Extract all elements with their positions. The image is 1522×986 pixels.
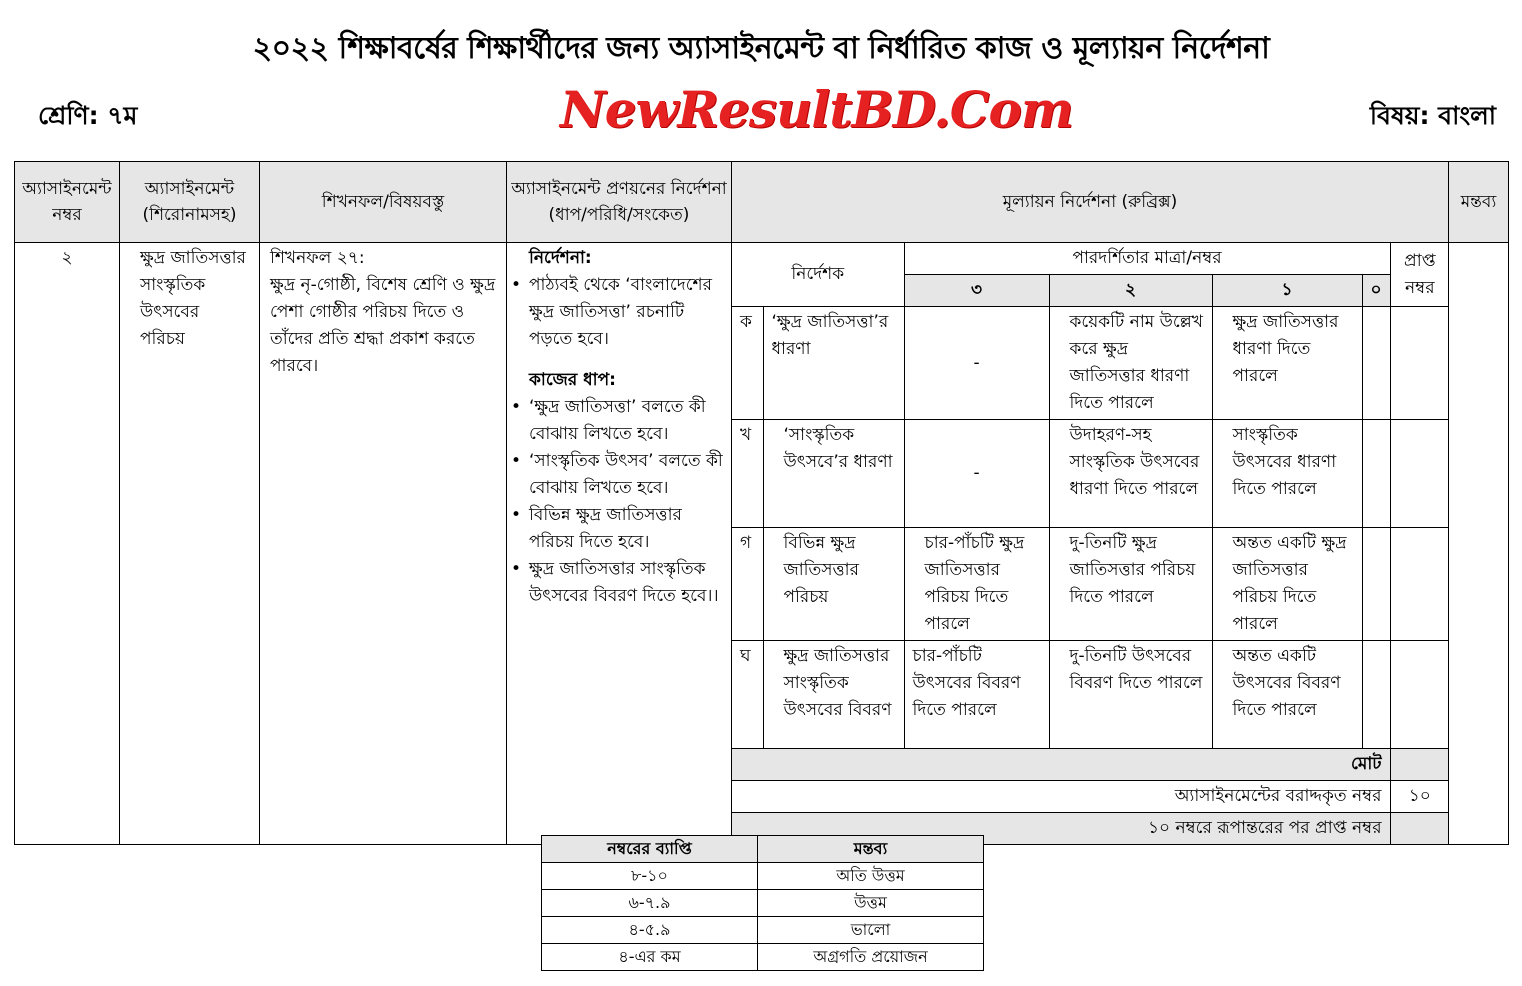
outcome-text: ক্ষুদ্র নৃ-গোষ্ঠী, বিশেষ শ্রেণি ও ক্ষুদ্র পেশা গোষ্ঠীর পরিচয় দিতে ও তাঁদের প্রতি শ্রদ্ধা প্রকাশ করতে পারবে। — [270, 275, 496, 376]
level-1: ১ — [1212, 275, 1362, 307]
rubric-indicator: ‘সাংস্কৃতিক উৎসবে’র ধারণা — [763, 420, 904, 528]
level-2: ২ — [1049, 275, 1212, 307]
converted-label: ১০ নম্বরে রূপান্তরের পর প্রাপ্ত নম্বর — [732, 813, 1390, 845]
subject-label: বিষয়: বাংলা — [1369, 101, 1496, 130]
rubric-key: গ — [732, 528, 763, 641]
rubric-level-3: - — [904, 307, 1049, 420]
rubric-performance-header: পারদর্শিতার মাত্রা/নম্বর — [904, 243, 1390, 275]
rubric-row — [732, 641, 1449, 749]
remarks-cell — [1449, 243, 1509, 845]
rubric-indicator-header: নির্দেশক — [732, 243, 904, 307]
class-label: শ্রেণি: ৭ম — [38, 101, 138, 130]
rubric-key: ক — [732, 307, 763, 420]
assignment-table — [14, 161, 1509, 845]
list-item: • ক্ষুদ্র জাতিসত্তার সাংস্কৃতিক উৎসবের বিবরণ দিতে হবে।। — [509, 556, 723, 610]
col-remarks: মন্তব্য — [1449, 162, 1509, 243]
rubric-row — [732, 528, 1449, 641]
rubric-row — [732, 307, 1449, 420]
level-0: ০ — [1362, 275, 1390, 307]
rubric-level-1: অন্তত একটি ক্ষুদ্র জাতিসত্তার পরিচয় দিতে পারলে — [1212, 528, 1362, 641]
scale-range: ৪-৫.৯ — [542, 917, 758, 944]
rubric-indicator: ক্ষুদ্র জাতিসত্তার সাংস্কৃতিক উৎসবের বিবরণ — [763, 641, 904, 749]
col-assignment-no: অ্যাসাইনমেন্ট নম্বর — [15, 162, 120, 243]
rubric-level-1: সাংস্কৃতিক উৎসবের ধারণা দিতে পারলে — [1212, 420, 1362, 528]
level-3: ৩ — [904, 275, 1049, 307]
rubric-obtained-header: প্রাপ্ত নম্বর — [1390, 243, 1449, 307]
table-row — [542, 890, 984, 917]
rubric-level-2: দু-তিনটি উৎসবের বিবরণ দিতে পারলে — [1049, 641, 1212, 749]
list-item: • বিভিন্ন ক্ষুদ্র জাতিসত্তার পরিচয় দিতে হবে। — [509, 502, 723, 556]
instruction-heading: নির্দেশনা: — [529, 248, 592, 268]
rubric-obtained — [1390, 528, 1449, 641]
rubric-obtained — [1390, 420, 1449, 528]
rubric-level-2: দু-তিনটি ক্ষুদ্র জাতিসত্তার পরিচয় দিতে পারলে — [1049, 528, 1212, 641]
watermark-logo: NewResultBD.Com — [560, 80, 1073, 139]
table-row — [542, 917, 984, 944]
rubric-allocated-row — [732, 781, 1449, 813]
scale-range: ৪-এর কম — [542, 944, 758, 971]
table-row — [542, 863, 984, 890]
col-guideline — [507, 162, 732, 243]
rubric-total-row — [732, 749, 1449, 781]
scale-remark: ভালো — [758, 917, 984, 944]
col-guideline-sub: (ধাপ/পরিধি/সংকেত) — [548, 205, 690, 225]
scale-remark: উত্তম — [758, 890, 984, 917]
assignment-title: ক্ষুদ্র জাতিসত্তার সাংস্কৃতিক উৎসবের পরিচয় — [140, 248, 246, 349]
rubric-level-0 — [1362, 307, 1390, 420]
assignment-number: ২ — [61, 248, 73, 268]
rubric-table — [732, 243, 1449, 844]
rubric-key: খ — [732, 420, 763, 528]
total-label: মোট — [732, 749, 1390, 781]
page-title: ২০২২ শিক্ষাবর্ষের শিক্ষার্থীদের জন্য অ্যাসাইনমেন্ট বা নির্ধারিত কাজ ও মূল্যায়ন নির্দেশনা — [252, 31, 1270, 66]
col-assignment-title: অ্যাসাইনমেন্ট (শিরোনামসহ) — [120, 162, 260, 243]
rubric-level-1: অন্তত একটি উৎসবের বিবরণ দিতে পারলে — [1212, 641, 1362, 749]
instruction-list — [509, 272, 723, 353]
rubric-key: ঘ — [732, 641, 763, 749]
table-header-row — [15, 162, 1509, 243]
rubric-level-3: চার-পাঁচটি উৎসবের বিবরণ দিতে পারলে — [904, 641, 1049, 749]
rubric-indicator: ‘ক্ষুদ্র জাতিসত্তা’র ধারণা — [763, 307, 904, 420]
scale-remark: অগ্রগতি প্রয়োজন — [758, 944, 984, 971]
allocated-value: ১০ — [1390, 781, 1449, 813]
list-item: • পাঠ্যবই থেকে ‘বাংলাদেশের ক্ষুদ্র জাতিসত্তা’ রচনাটি পড়তে হবে। — [509, 272, 723, 353]
grade-scale-table — [541, 835, 984, 971]
rubric-level-0 — [1362, 528, 1390, 641]
scale-header-range: নম্বরের ব্যাপ্তি — [542, 836, 758, 863]
col-learning-outcome: শিখনফল/বিষয়বস্তু — [260, 162, 507, 243]
total-value — [1390, 749, 1449, 781]
rubric-indicator: বিভিন্ন ক্ষুদ্র জাতিসত্তার পরিচয় — [763, 528, 904, 641]
rubric-level-0 — [1362, 420, 1390, 528]
scale-remark: অতি উত্তম — [758, 863, 984, 890]
rubric-level-3: চার-পাঁচটি ক্ষুদ্র জাতিসত্তার পরিচয় দিতে পারলে — [904, 528, 1049, 641]
rubric-level-2: কয়েকটি নাম উল্লেখ করে ক্ষুদ্র জাতিসত্তার ধারণা দিতে পারলে — [1049, 307, 1212, 420]
assignment-row — [15, 243, 1509, 845]
list-item: • ‘সাংস্কৃতিক উৎসব’ বলতে কী বোঝায় লিখতে হবে। — [509, 448, 723, 502]
rubric-level-1: ক্ষুদ্র জাতিসত্তার ধারণা দিতে পারলে — [1212, 307, 1362, 420]
allocated-label: অ্যাসাইনমেন্টের বরাদ্দকৃত নম্বর — [732, 781, 1390, 813]
scale-range: ৮-১০ — [542, 863, 758, 890]
rubric-obtained — [1390, 641, 1449, 749]
rubric-row — [732, 420, 1449, 528]
rubric-level-3: - — [904, 420, 1049, 528]
rubric-level-0 — [1362, 641, 1390, 749]
table-row — [542, 944, 984, 971]
scale-range: ৬-৭.৯ — [542, 890, 758, 917]
steps-list — [509, 394, 723, 610]
steps-heading: কাজের ধাপ: — [529, 370, 616, 390]
rubric-cell — [732, 243, 1449, 845]
col-guideline-title: অ্যাসাইনমেন্ট প্রণয়নের নির্দেশনা — [511, 179, 727, 199]
list-item: • ‘ক্ষুদ্র জাতিসত্তা’ বলতে কী বোঝায় লিখতে হবে। — [509, 394, 723, 448]
rubric-obtained — [1390, 307, 1449, 420]
col-rubric: মূল্যায়ন নির্দেশনা (রুব্রিক্স) — [732, 162, 1449, 243]
converted-value — [1390, 813, 1449, 845]
rubric-level-2: উদাহরণ-সহ সাংস্কৃতিক উৎসবের ধারণা দিতে পারলে — [1049, 420, 1212, 528]
scale-header-row — [542, 836, 984, 863]
outcome-label: শিখনফল ২৭: — [270, 248, 365, 268]
scale-header-remark: মন্তব্য — [758, 836, 984, 863]
